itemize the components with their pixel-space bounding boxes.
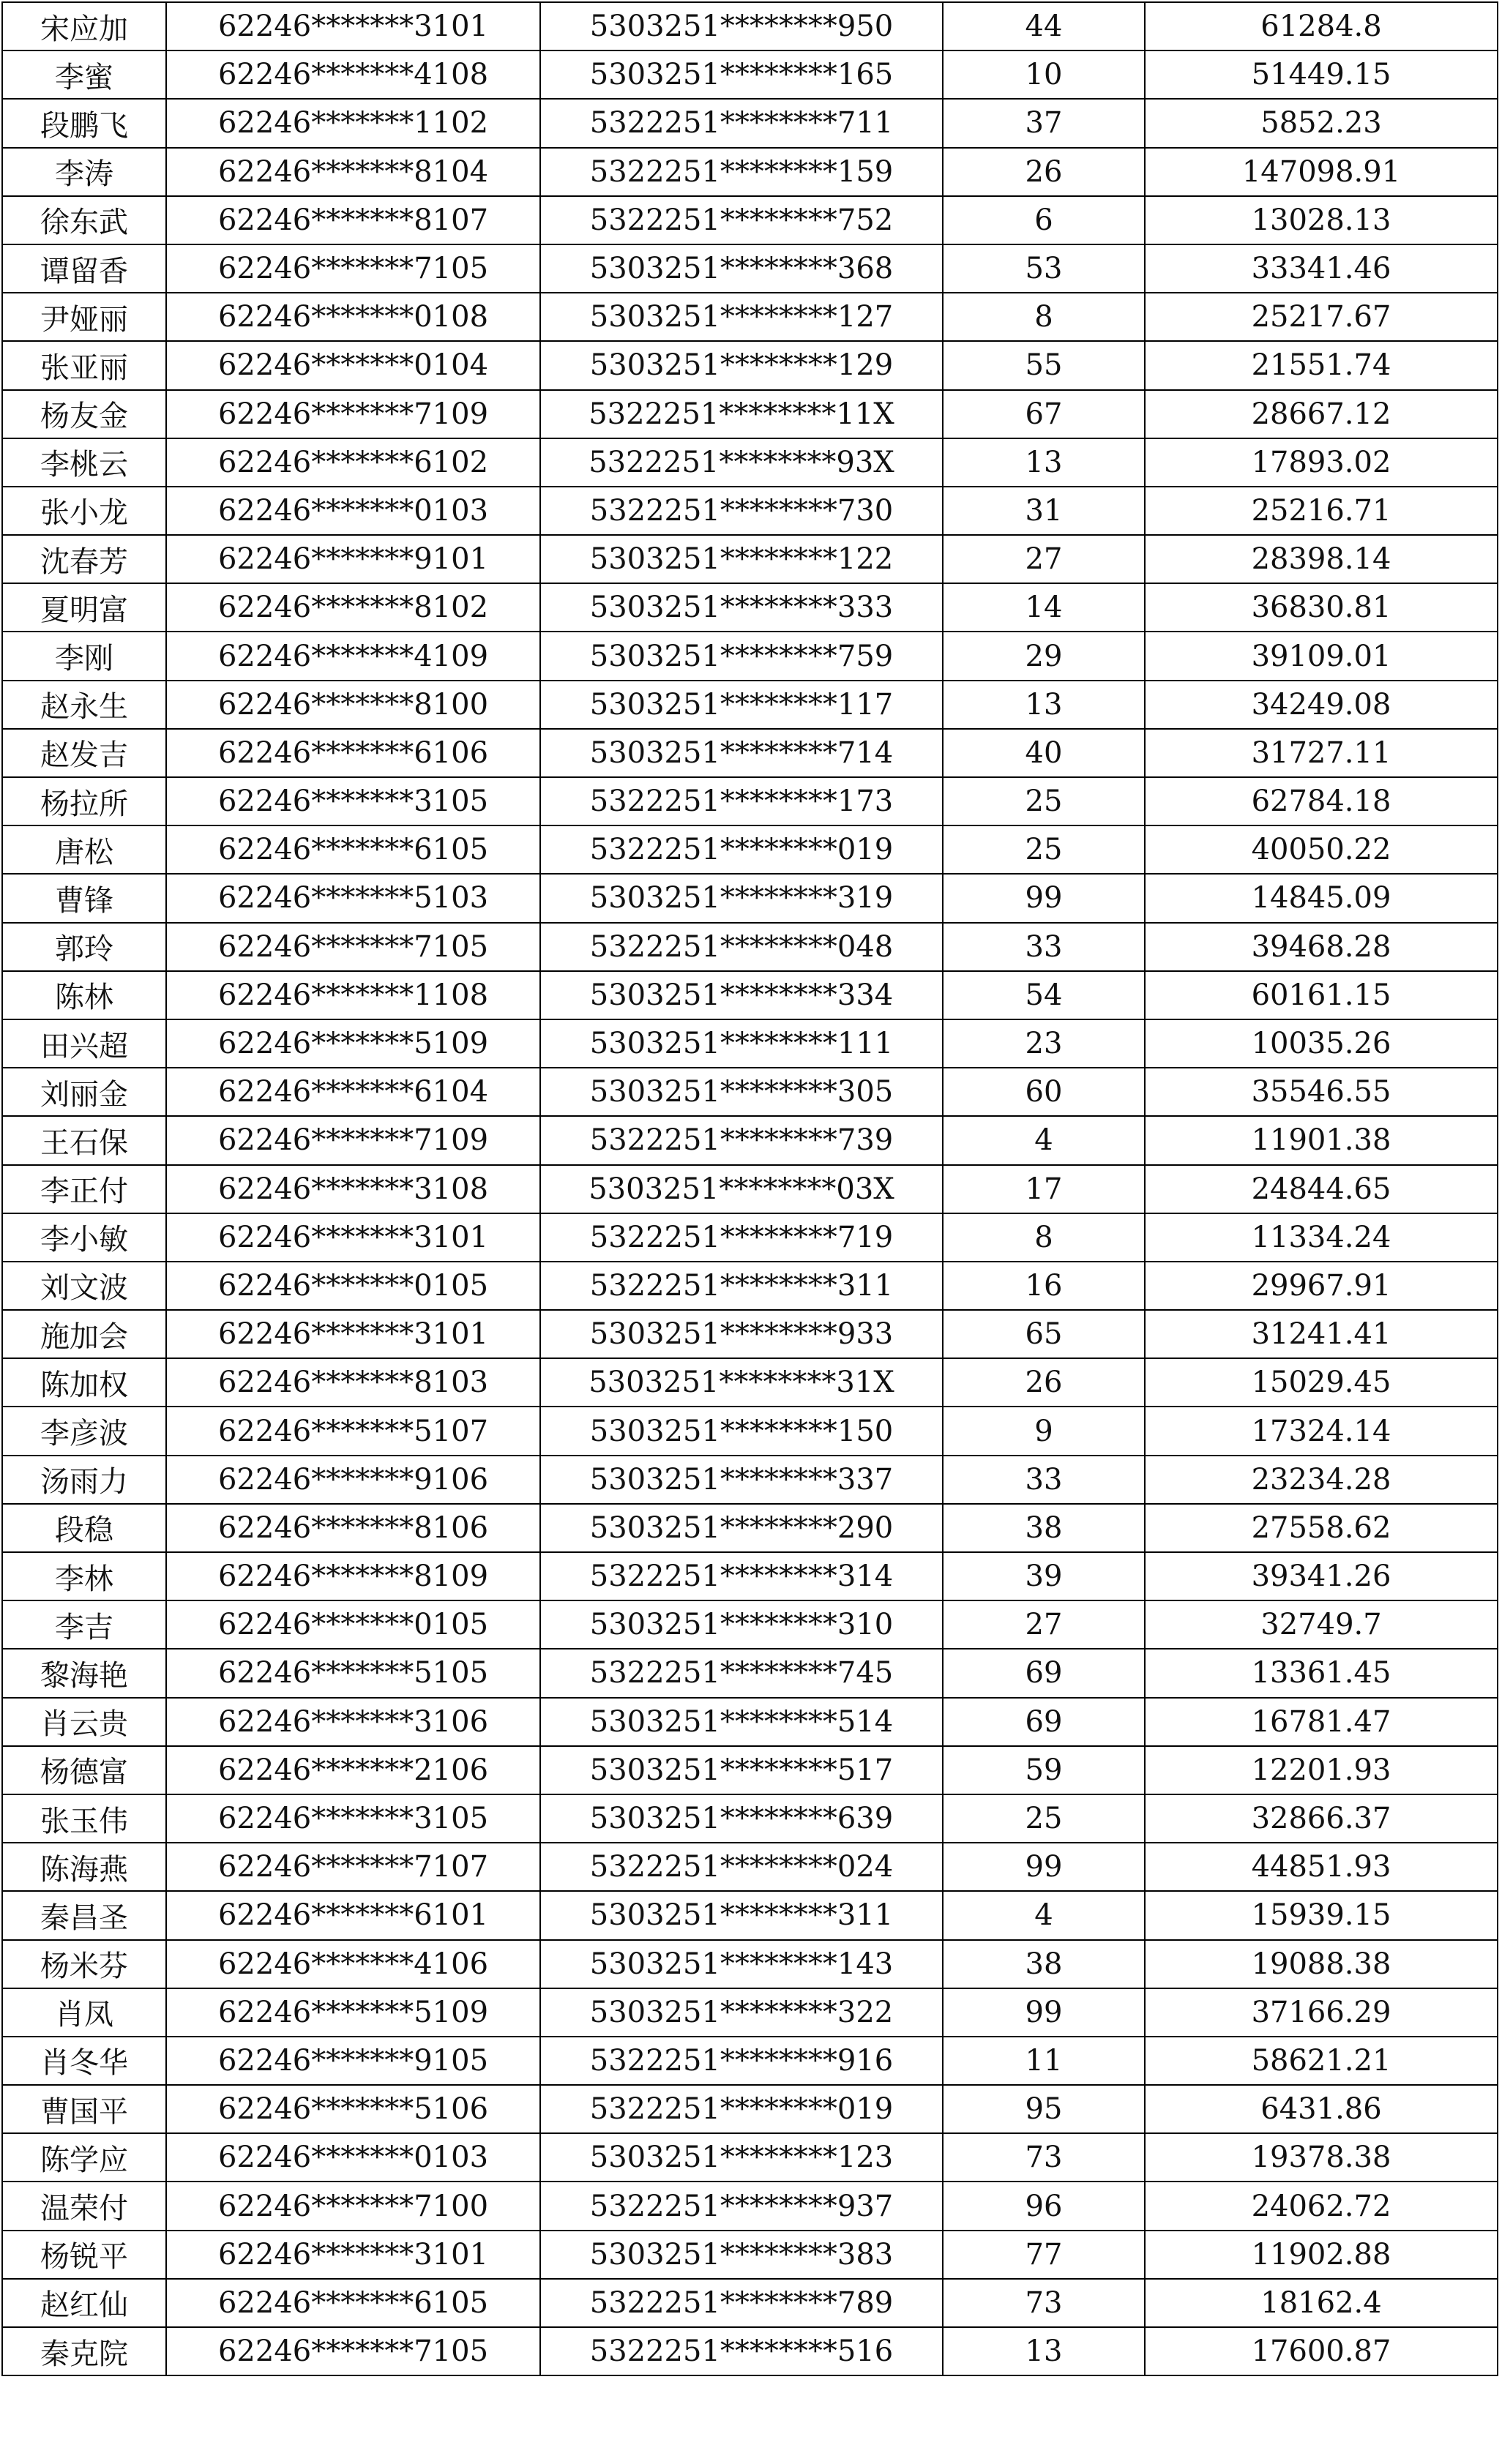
name-cell: 陈林 (2, 971, 166, 1019)
id-number-cell: 5303251********03X (540, 1165, 943, 1213)
name-cell: 李桃云 (2, 438, 166, 487)
amount-cell: 28398.14 (1145, 535, 1498, 583)
table-row (2, 244, 1498, 293)
card-number-cell: 62246*******6101 (166, 1891, 540, 1939)
id-number-cell: 5303251********933 (540, 1310, 943, 1358)
id-number-cell: 5322251********048 (540, 923, 943, 971)
count-cell: 95 (943, 2085, 1145, 2133)
table-row (2, 681, 1498, 729)
table-row (2, 2279, 1498, 2327)
count-cell: 16 (943, 1262, 1145, 1310)
id-number-cell: 5322251********019 (540, 2085, 943, 2133)
card-number-cell: 62246*******8107 (166, 196, 540, 244)
name-cell: 汤雨力 (2, 1456, 166, 1504)
card-number-cell: 62246*******0104 (166, 341, 540, 389)
count-cell: 29 (943, 632, 1145, 680)
amount-cell: 6431.86 (1145, 2085, 1498, 2133)
card-number-cell: 62246*******0103 (166, 487, 540, 535)
amount-cell: 19378.38 (1145, 2133, 1498, 2182)
card-number-cell: 62246*******3106 (166, 1698, 540, 1746)
card-number-cell: 62246*******3108 (166, 1165, 540, 1213)
name-cell: 黎海艳 (2, 1649, 166, 1697)
table-row (2, 2182, 1498, 2230)
count-cell: 99 (943, 874, 1145, 922)
table-row (2, 1213, 1498, 1262)
table-row (2, 1988, 1498, 2037)
table-row (2, 1407, 1498, 1455)
card-number-cell: 62246*******5109 (166, 1019, 540, 1068)
amount-cell: 60161.15 (1145, 971, 1498, 1019)
count-cell: 27 (943, 1600, 1145, 1649)
id-number-cell: 5322251********024 (540, 1843, 943, 1891)
name-cell: 刘丽金 (2, 1068, 166, 1116)
card-number-cell: 62246*******5106 (166, 2085, 540, 2133)
id-number-cell: 5303251********165 (540, 50, 943, 99)
count-cell: 40 (943, 729, 1145, 777)
name-cell: 唐松 (2, 825, 166, 874)
id-number-cell: 5303251********310 (540, 1600, 943, 1649)
name-cell: 刘文波 (2, 1262, 166, 1310)
card-number-cell: 62246*******1108 (166, 971, 540, 1019)
card-number-cell: 62246*******6102 (166, 438, 540, 487)
id-number-cell: 5322251********719 (540, 1213, 943, 1262)
amount-cell: 14845.09 (1145, 874, 1498, 922)
card-number-cell: 62246*******4106 (166, 1940, 540, 1988)
card-number-cell: 62246*******5105 (166, 1649, 540, 1697)
count-cell: 13 (943, 2327, 1145, 2375)
amount-cell: 32749.7 (1145, 1600, 1498, 1649)
card-number-cell: 62246*******7109 (166, 390, 540, 438)
card-number-cell: 62246*******1102 (166, 99, 540, 147)
amount-cell: 34249.08 (1145, 681, 1498, 729)
count-cell: 8 (943, 1213, 1145, 1262)
id-number-cell: 5303251********714 (540, 729, 943, 777)
amount-cell: 35546.55 (1145, 1068, 1498, 1116)
count-cell: 17 (943, 1165, 1145, 1213)
id-number-cell: 5322251********916 (540, 2037, 943, 2085)
card-number-cell: 62246*******8103 (166, 1358, 540, 1407)
count-cell: 38 (943, 1940, 1145, 1988)
name-cell: 徐东武 (2, 196, 166, 244)
name-cell: 段稳 (2, 1504, 166, 1552)
name-cell: 杨锐平 (2, 2231, 166, 2279)
amount-cell: 29967.91 (1145, 1262, 1498, 1310)
id-number-cell: 5322251********314 (540, 1552, 943, 1600)
name-cell: 秦昌圣 (2, 1891, 166, 1939)
count-cell: 73 (943, 2279, 1145, 2327)
card-number-cell: 62246*******3101 (166, 1310, 540, 1358)
card-number-cell: 62246*******7100 (166, 2182, 540, 2230)
table-row (2, 196, 1498, 244)
card-number-cell: 62246*******8102 (166, 583, 540, 632)
amount-cell: 5852.23 (1145, 99, 1498, 147)
id-number-cell: 5303251********111 (540, 1019, 943, 1068)
amount-cell: 28667.12 (1145, 390, 1498, 438)
name-cell: 王石保 (2, 1116, 166, 1164)
amount-cell: 39109.01 (1145, 632, 1498, 680)
card-number-cell: 62246*******6105 (166, 825, 540, 874)
id-number-cell: 5303251********950 (540, 2, 943, 50)
name-cell: 张亚丽 (2, 341, 166, 389)
id-number-cell: 5303251********127 (540, 293, 943, 341)
count-cell: 26 (943, 148, 1145, 196)
table-row (2, 1891, 1498, 1939)
count-cell: 25 (943, 825, 1145, 874)
amount-cell: 18162.4 (1145, 2279, 1498, 2327)
count-cell: 69 (943, 1698, 1145, 1746)
table-row (2, 2327, 1498, 2375)
count-cell: 13 (943, 681, 1145, 729)
card-number-cell: 62246*******3105 (166, 777, 540, 825)
table-row (2, 1843, 1498, 1891)
card-number-cell: 62246*******6104 (166, 1068, 540, 1116)
name-cell: 温荣付 (2, 2182, 166, 2230)
count-cell: 67 (943, 390, 1145, 438)
count-cell: 26 (943, 1358, 1145, 1407)
id-number-cell: 5303251********150 (540, 1407, 943, 1455)
count-cell: 8 (943, 293, 1145, 341)
id-number-cell: 5322251********173 (540, 777, 943, 825)
table-row (2, 2, 1498, 50)
amount-cell: 58621.21 (1145, 2037, 1498, 2085)
id-number-cell: 5322251********745 (540, 1649, 943, 1697)
count-cell: 53 (943, 244, 1145, 293)
card-number-cell: 62246*******9101 (166, 535, 540, 583)
count-cell: 13 (943, 438, 1145, 487)
count-cell: 96 (943, 2182, 1145, 2230)
name-cell: 夏明富 (2, 583, 166, 632)
name-cell: 肖冬华 (2, 2037, 166, 2085)
card-number-cell: 62246*******0105 (166, 1262, 540, 1310)
table-row (2, 1504, 1498, 1552)
amount-cell: 44851.93 (1145, 1843, 1498, 1891)
count-cell: 44 (943, 2, 1145, 50)
count-cell: 6 (943, 196, 1145, 244)
amount-cell: 16781.47 (1145, 1698, 1498, 1746)
count-cell: 4 (943, 1891, 1145, 1939)
count-cell: 55 (943, 341, 1145, 389)
amount-cell: 39468.28 (1145, 923, 1498, 971)
id-number-cell: 5303251********337 (540, 1456, 943, 1504)
table-row (2, 1019, 1498, 1068)
table-row (2, 1068, 1498, 1116)
amount-cell: 147098.91 (1145, 148, 1498, 196)
table-row (2, 1649, 1498, 1697)
table-row (2, 487, 1498, 535)
name-cell: 李蜜 (2, 50, 166, 99)
table-row (2, 1552, 1498, 1600)
name-cell: 李林 (2, 1552, 166, 1600)
id-number-cell: 5303251********334 (540, 971, 943, 1019)
amount-cell: 17324.14 (1145, 1407, 1498, 1455)
name-cell: 张玉伟 (2, 1794, 166, 1843)
amount-cell: 24062.72 (1145, 2182, 1498, 2230)
count-cell: 33 (943, 923, 1145, 971)
table-row (2, 729, 1498, 777)
table-row (2, 1698, 1498, 1746)
id-number-cell: 5322251********752 (540, 196, 943, 244)
card-number-cell: 62246*******8104 (166, 148, 540, 196)
table-row (2, 1746, 1498, 1794)
card-number-cell: 62246*******5107 (166, 1407, 540, 1455)
card-number-cell: 62246*******5109 (166, 1988, 540, 2037)
count-cell: 54 (943, 971, 1145, 1019)
id-number-cell: 5303251********123 (540, 2133, 943, 2182)
count-cell: 31 (943, 487, 1145, 535)
id-number-cell: 5303251********122 (540, 535, 943, 583)
amount-cell: 19088.38 (1145, 1940, 1498, 1988)
card-number-cell: 62246*******8109 (166, 1552, 540, 1600)
name-cell: 杨拉所 (2, 777, 166, 825)
count-cell: 37 (943, 99, 1145, 147)
card-number-cell: 62246*******8100 (166, 681, 540, 729)
name-cell: 杨德富 (2, 1746, 166, 1794)
card-number-cell: 62246*******7105 (166, 244, 540, 293)
amount-cell: 37166.29 (1145, 1988, 1498, 2037)
table-row (2, 1262, 1498, 1310)
name-cell: 赵永生 (2, 681, 166, 729)
count-cell: 11 (943, 2037, 1145, 2085)
id-number-cell: 5303251********514 (540, 1698, 943, 1746)
table-row (2, 2037, 1498, 2085)
name-cell: 段鹏飞 (2, 99, 166, 147)
table-row (2, 293, 1498, 341)
count-cell: 99 (943, 1843, 1145, 1891)
name-cell: 李刚 (2, 632, 166, 680)
amount-cell: 27558.62 (1145, 1504, 1498, 1552)
table-row (2, 1456, 1498, 1504)
table-row (2, 825, 1498, 874)
amount-cell: 12201.93 (1145, 1746, 1498, 1794)
count-cell: 73 (943, 2133, 1145, 2182)
count-cell: 25 (943, 1794, 1145, 1843)
amount-cell: 11334.24 (1145, 1213, 1498, 1262)
card-number-cell: 62246*******8106 (166, 1504, 540, 1552)
card-number-cell: 62246*******3101 (166, 2, 540, 50)
name-cell: 李正付 (2, 1165, 166, 1213)
count-cell: 27 (943, 535, 1145, 583)
name-cell: 田兴超 (2, 1019, 166, 1068)
card-number-cell: 62246*******0103 (166, 2133, 540, 2182)
name-cell: 张小龙 (2, 487, 166, 535)
count-cell: 39 (943, 1552, 1145, 1600)
id-number-cell: 5322251********11X (540, 390, 943, 438)
id-number-cell: 5303251********383 (540, 2231, 943, 2279)
id-number-cell: 5303251********368 (540, 244, 943, 293)
table-row (2, 971, 1498, 1019)
amount-cell: 13361.45 (1145, 1649, 1498, 1697)
table-row (2, 2133, 1498, 2182)
card-number-cell: 62246*******9106 (166, 1456, 540, 1504)
amount-cell: 33341.46 (1145, 244, 1498, 293)
card-number-cell: 62246*******4108 (166, 50, 540, 99)
table-row (2, 777, 1498, 825)
id-number-cell: 5303251********290 (540, 1504, 943, 1552)
amount-cell: 11901.38 (1145, 1116, 1498, 1164)
name-cell: 施加会 (2, 1310, 166, 1358)
name-cell: 杨友金 (2, 390, 166, 438)
table-row (2, 1600, 1498, 1649)
amount-cell: 13028.13 (1145, 196, 1498, 244)
name-cell: 陈学应 (2, 2133, 166, 2182)
id-number-cell: 5322251********789 (540, 2279, 943, 2327)
card-number-cell: 62246*******4109 (166, 632, 540, 680)
name-cell: 郭玲 (2, 923, 166, 971)
amount-cell: 11902.88 (1145, 2231, 1498, 2279)
name-cell: 曹国平 (2, 2085, 166, 2133)
count-cell: 14 (943, 583, 1145, 632)
amount-cell: 31241.41 (1145, 1310, 1498, 1358)
id-number-cell: 5303251********311 (540, 1891, 943, 1939)
count-cell: 9 (943, 1407, 1145, 1455)
amount-cell: 21551.74 (1145, 341, 1498, 389)
count-cell: 69 (943, 1649, 1145, 1697)
table-row (2, 923, 1498, 971)
count-cell: 65 (943, 1310, 1145, 1358)
amount-cell: 40050.22 (1145, 825, 1498, 874)
amount-cell: 61284.8 (1145, 2, 1498, 50)
count-cell: 77 (943, 2231, 1145, 2279)
name-cell: 李彦波 (2, 1407, 166, 1455)
count-cell: 23 (943, 1019, 1145, 1068)
amount-cell: 17893.02 (1145, 438, 1498, 487)
name-cell: 尹娅丽 (2, 293, 166, 341)
table-row (2, 1165, 1498, 1213)
table-row (2, 390, 1498, 438)
table-row (2, 99, 1498, 147)
count-cell: 38 (943, 1504, 1145, 1552)
amount-cell: 23234.28 (1145, 1456, 1498, 1504)
id-number-cell: 5322251********711 (540, 99, 943, 147)
id-number-cell: 5303251********639 (540, 1794, 943, 1843)
table-row (2, 1940, 1498, 1988)
id-number-cell: 5322251********311 (540, 1262, 943, 1310)
amount-cell: 62784.18 (1145, 777, 1498, 825)
id-number-cell: 5322251********93X (540, 438, 943, 487)
id-number-cell: 5303251********305 (540, 1068, 943, 1116)
card-number-cell: 62246*******7107 (166, 1843, 540, 1891)
data-table (1, 1, 1498, 2376)
count-cell: 33 (943, 1456, 1145, 1504)
card-number-cell: 62246*******0108 (166, 293, 540, 341)
name-cell: 肖凤 (2, 1988, 166, 2037)
table-row (2, 2231, 1498, 2279)
amount-cell: 15939.15 (1145, 1891, 1498, 1939)
card-number-cell: 62246*******2106 (166, 1746, 540, 1794)
table-row (2, 535, 1498, 583)
name-cell: 宋应加 (2, 2, 166, 50)
amount-cell: 24844.65 (1145, 1165, 1498, 1213)
id-number-cell: 5322251********937 (540, 2182, 943, 2230)
table-row (2, 874, 1498, 922)
card-number-cell: 62246*******0105 (166, 1600, 540, 1649)
name-cell: 谭留香 (2, 244, 166, 293)
table-row (2, 2085, 1498, 2133)
table-row (2, 50, 1498, 99)
name-cell: 曹锋 (2, 874, 166, 922)
amount-cell: 39341.26 (1145, 1552, 1498, 1600)
id-number-cell: 5303251********143 (540, 1940, 943, 1988)
card-number-cell: 62246*******6106 (166, 729, 540, 777)
table-row (2, 341, 1498, 389)
name-cell: 李小敏 (2, 1213, 166, 1262)
id-number-cell: 5303251********517 (540, 1746, 943, 1794)
amount-cell: 31727.11 (1145, 729, 1498, 777)
id-number-cell: 5303251********129 (540, 341, 943, 389)
amount-cell: 10035.26 (1145, 1019, 1498, 1068)
id-number-cell: 5322251********739 (540, 1116, 943, 1164)
table-row (2, 1358, 1498, 1407)
count-cell: 60 (943, 1068, 1145, 1116)
count-cell: 4 (943, 1116, 1145, 1164)
table-body (2, 2, 1498, 2375)
table-row (2, 583, 1498, 632)
card-number-cell: 62246*******5103 (166, 874, 540, 922)
card-number-cell: 62246*******7109 (166, 1116, 540, 1164)
name-cell: 秦克院 (2, 2327, 166, 2375)
card-number-cell: 62246*******7105 (166, 2327, 540, 2375)
card-number-cell: 62246*******3105 (166, 1794, 540, 1843)
amount-cell: 15029.45 (1145, 1358, 1498, 1407)
name-cell: 沈春芳 (2, 535, 166, 583)
table-row (2, 148, 1498, 196)
table-row (2, 438, 1498, 487)
amount-cell: 32866.37 (1145, 1794, 1498, 1843)
id-number-cell: 5322251********516 (540, 2327, 943, 2375)
table-row (2, 1116, 1498, 1164)
amount-cell: 25217.67 (1145, 293, 1498, 341)
count-cell: 25 (943, 777, 1145, 825)
id-number-cell: 5322251********159 (540, 148, 943, 196)
table-row (2, 1310, 1498, 1358)
amount-cell: 51449.15 (1145, 50, 1498, 99)
name-cell: 赵红仙 (2, 2279, 166, 2327)
count-cell: 59 (943, 1746, 1145, 1794)
id-number-cell: 5303251********117 (540, 681, 943, 729)
amount-cell: 17600.87 (1145, 2327, 1498, 2375)
table-row (2, 1794, 1498, 1843)
id-number-cell: 5303251********319 (540, 874, 943, 922)
amount-cell: 25216.71 (1145, 487, 1498, 535)
count-cell: 99 (943, 1988, 1145, 2037)
name-cell: 陈加权 (2, 1358, 166, 1407)
table-row (2, 632, 1498, 680)
card-number-cell: 62246*******6105 (166, 2279, 540, 2327)
name-cell: 李吉 (2, 1600, 166, 1649)
name-cell: 杨米芬 (2, 1940, 166, 1988)
name-cell: 李涛 (2, 148, 166, 196)
id-number-cell: 5303251********333 (540, 583, 943, 632)
amount-cell: 36830.81 (1145, 583, 1498, 632)
id-number-cell: 5322251********730 (540, 487, 943, 535)
card-number-cell: 62246*******9105 (166, 2037, 540, 2085)
id-number-cell: 5303251********759 (540, 632, 943, 680)
id-number-cell: 5322251********019 (540, 825, 943, 874)
card-number-cell: 62246*******3101 (166, 1213, 540, 1262)
name-cell: 肖云贵 (2, 1698, 166, 1746)
id-number-cell: 5303251********31X (540, 1358, 943, 1407)
count-cell: 10 (943, 50, 1145, 99)
name-cell: 陈海燕 (2, 1843, 166, 1891)
card-number-cell: 62246*******7105 (166, 923, 540, 971)
card-number-cell: 62246*******3101 (166, 2231, 540, 2279)
name-cell: 赵发吉 (2, 729, 166, 777)
id-number-cell: 5303251********322 (540, 1988, 943, 2037)
